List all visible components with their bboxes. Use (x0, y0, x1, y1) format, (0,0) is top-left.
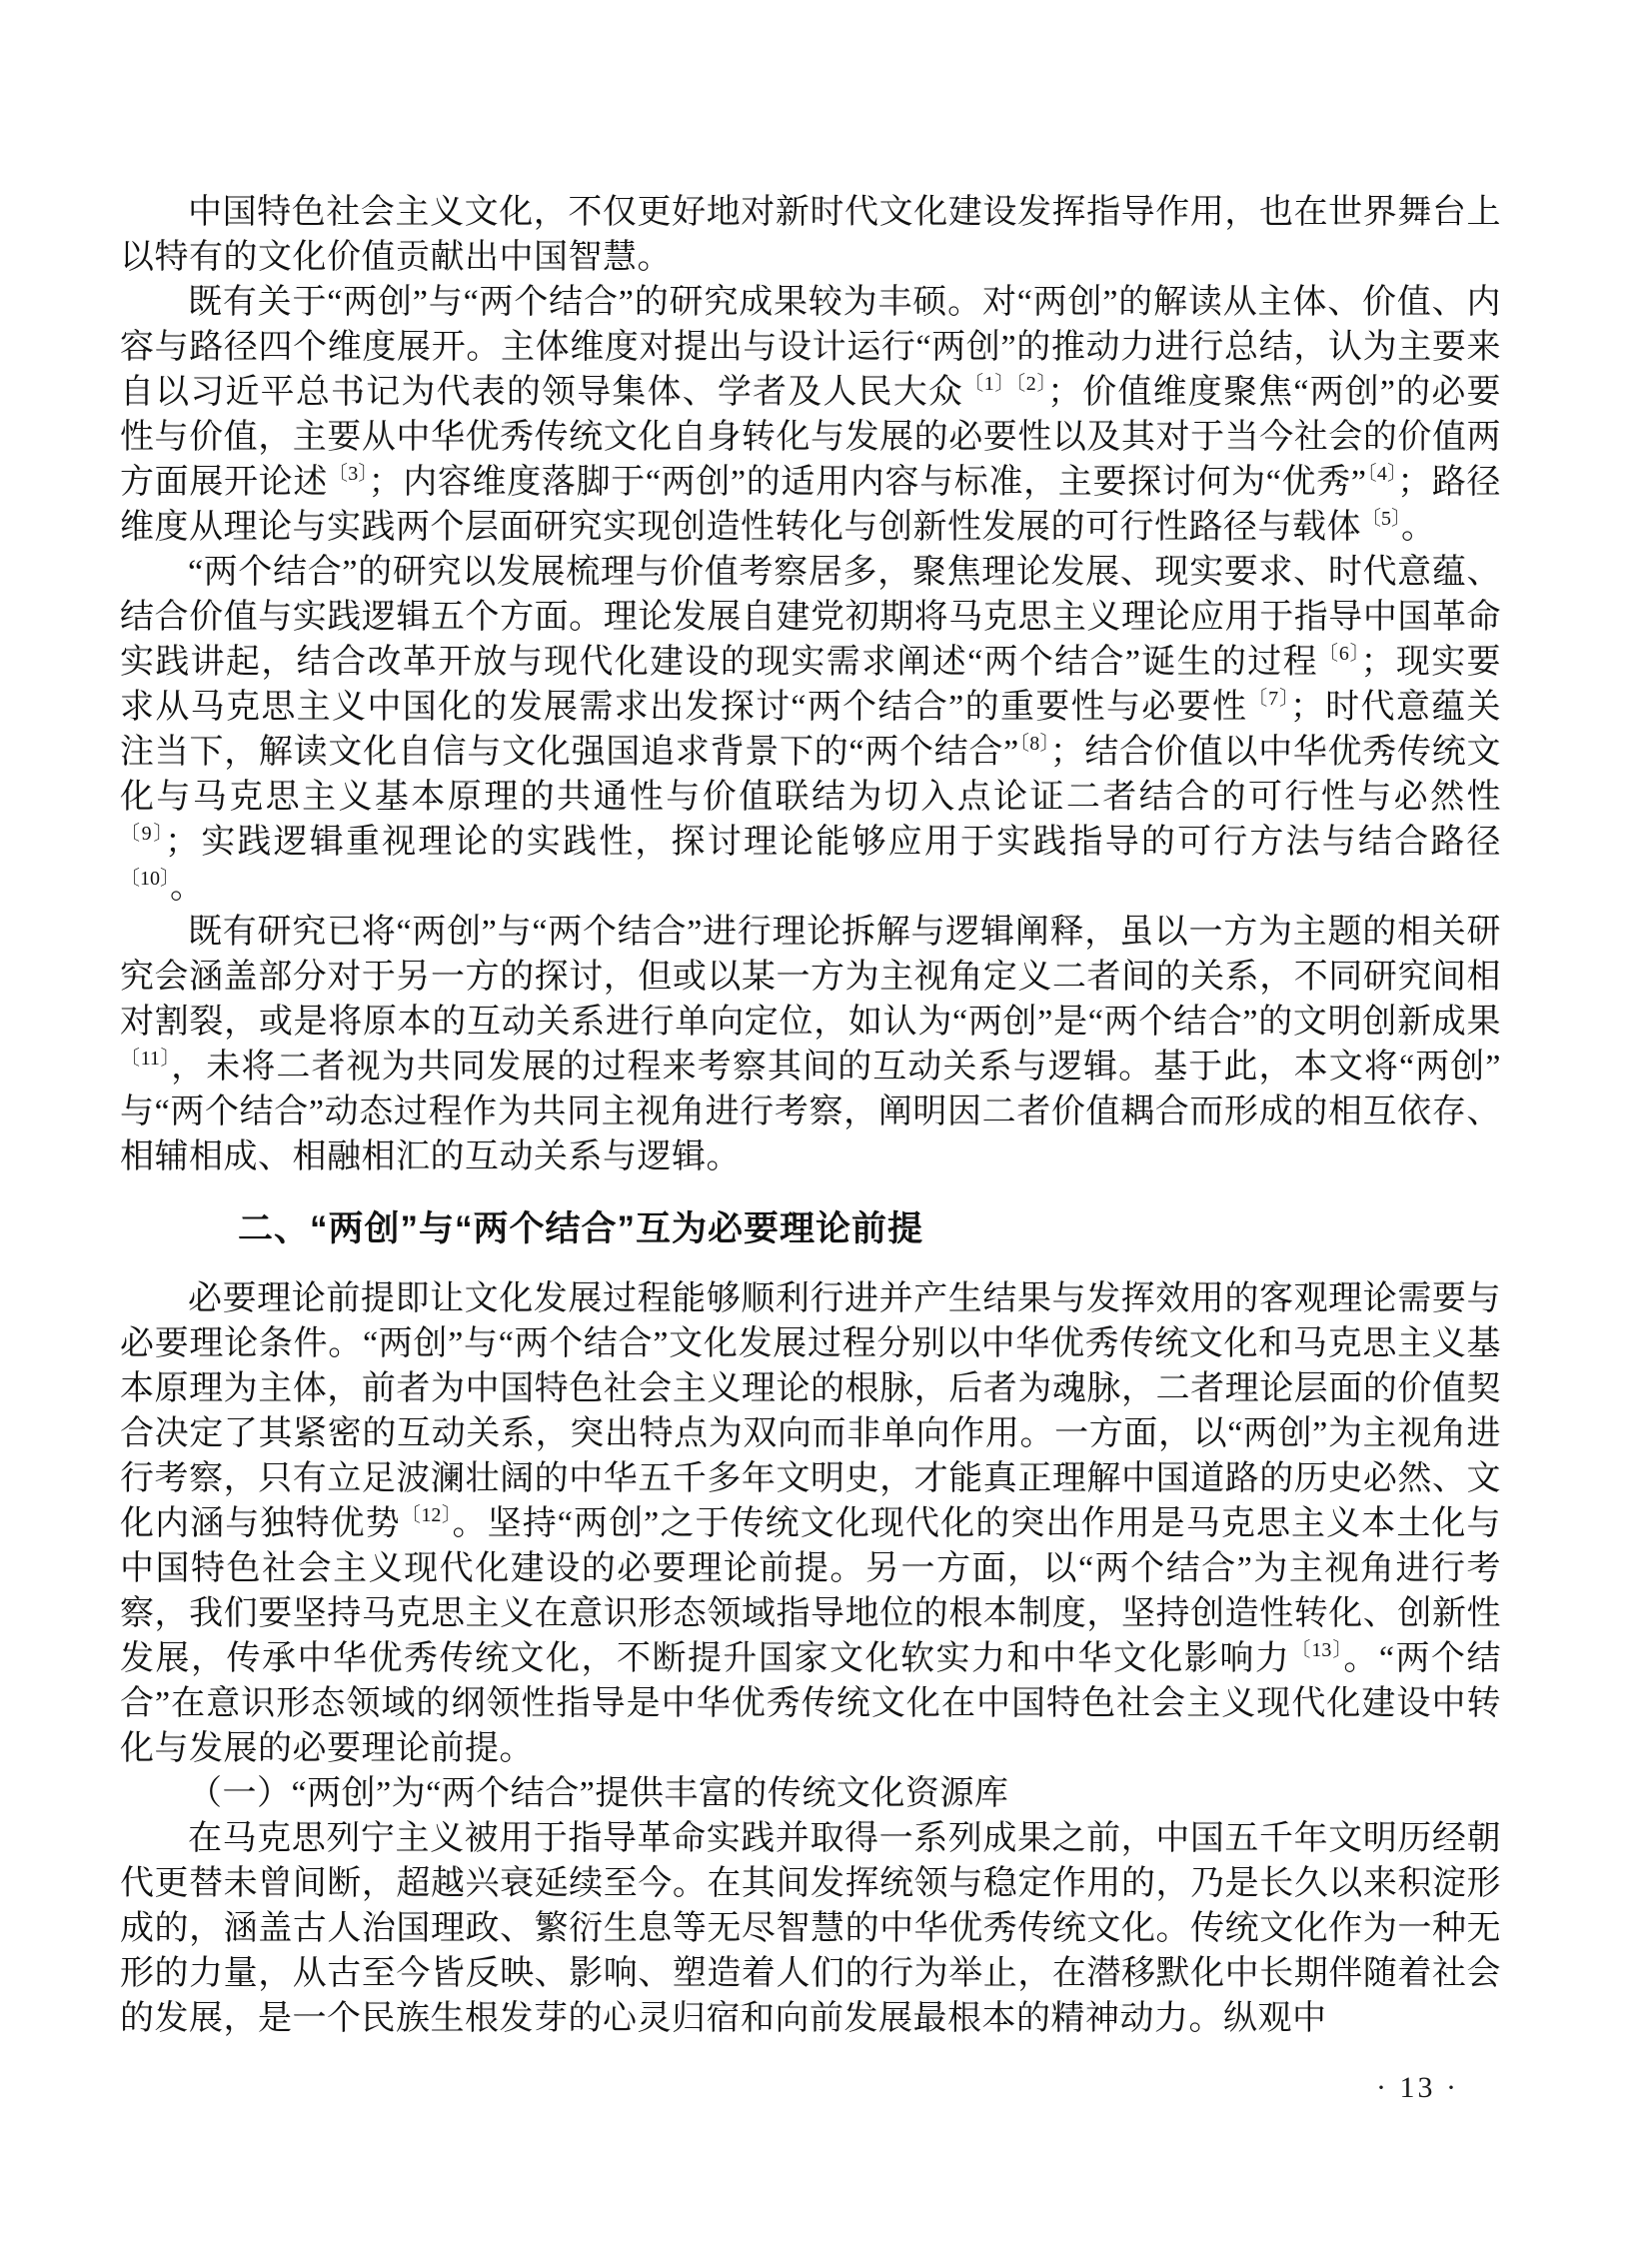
text-run: 。 (170, 869, 205, 906)
citation-ref: 〔12〕 (400, 1504, 453, 1526)
text-run: 。坚持“两创”之于传统文化现代化的突出作用是马克思主义本土化与中国特色社会主义现代化建设的必要理论前提。另一方面，以“两个结合”为主视角进行考察，我们要坚持马克思主义在意识形态领域指导地位的根本制度，坚持创造性转化、创新性发展，传承中华优秀传统文化，不断提升国家文化软实力和中华文化影响力 (120, 1505, 1502, 1677)
text-run: 。“两个结合”在意识形态领域的纲领性指导是中华优秀传统文化在中国特色社会主义现代化建设中转化与发展的必要理论前提。 (120, 1640, 1502, 1767)
text-run: “两个结合”的研究以发展梳理与价值考察居多，聚焦理论发展、现实要求、时代意蕴、结合价值与实践逻辑五个方面。理论发展自建党初期将马克思主义理论应用于指导中国革命实践讲起，结合改革开放与现代化建设的现实需求阐述“两个结合”诞生的过程 (120, 554, 1501, 681)
citation-ref: 〔4〕 (1366, 463, 1398, 485)
section-heading: 二、“两创”与“两个结合”互为必要理论前提 (238, 1209, 924, 1248)
citation-ref: 〔7〕 (1247, 688, 1290, 710)
paragraph (120, 910, 1501, 1179)
text-run: 既有关于“两创”与“两个结合”的研究成果较为丰硕。对“两创”的解读从主体、价值、内容与路径四个维度展开。主体维度对提出与设计运行“两创”的推动力进行总结，认为主要来自以习近平总书记为代表的领导集体、学者及人民大众 (120, 284, 1501, 411)
article-body (120, 190, 1501, 2041)
citation-ref: 〔9〕 (120, 823, 166, 845)
paragraph (120, 280, 1501, 550)
text-run: ；结合价值以中华优秀传统文化与马克思主义基本原理的共通性与价值联结为切入点论证二者结合的可行性与必然性 (120, 734, 1502, 816)
text-run: ；实践逻辑重视理论的实践性，探讨理论能够应用于实践指导的可行方法与结合路径 (165, 824, 1502, 861)
citation-ref: 〔6〕 (1317, 643, 1361, 665)
text-run: ；路径维度从理论与实践两个层面研究实现创造性转化与创新性发展的可行性路径与载体 (120, 464, 1502, 546)
text-run: ；现实要求从马克思主义中国化的发展需求出发探讨“两个结合”的重要性与必要性 (120, 644, 1502, 726)
citation-ref: 〔3〕 (328, 463, 369, 485)
citation-ref: 〔10〕 (120, 868, 170, 890)
text-run: ；时代意蕴关注当下，解读文化自信与文化强国追求背景下的“两个结合” (120, 689, 1501, 771)
citation-ref: 〔5〕 (1361, 508, 1401, 530)
text-run: ；价值维度聚焦“两创”的必要性与价值，主要从中华优秀传统文化自身转化与发展的必要性以及其对于当今社会的价值两方面展开论述 (120, 374, 1502, 501)
text-run: 既有研究已将“两创”与“两个结合”进行理论拆解与逻辑阐释，虽以一方为主题的相关研究会涵盖部分对于另一方的探讨，但或以某一方为主视角定义二者间的关系，不同研究间相对割裂，或是将原本的互动关系进行单向定位，如认为“两创”是“两个结合”的文明创新成果 (120, 914, 1501, 1041)
page-number: · 13 · (1376, 2071, 1459, 2104)
citation-ref: 〔8〕 (1018, 733, 1050, 755)
text-run: 在马克思列宁主义被用于指导革命实践并取得一系列成果之前，中国五千年文明历经朝代更替未曾间断，超越兴衰延续至今。在其间发挥统领与稳定作用的，乃是长久以来积淀形成的，涵盖古人治国理政、繁衍生息等无尽智慧的中华优秀传统文化。传统文化作为一种无形的力量，从古至今皆反映、影响、塑造着人们的行为举止，在潜移默化中长期伴随着社会的发展，是一个民族生根发芽的心灵归宿和向前发展最根本的精神动力。纵观中 (120, 1820, 1501, 2037)
paragraph (120, 1276, 1501, 1771)
text-run: 必要理论前提即让文化发展过程能够顺利行进并产生结果与发挥效用的客观理论需要与必要理论条件。“两创”与“两个结合”文化发展过程分别以中华优秀传统文化和马克思主义基本原理为主体，前者为中国特色社会主义理论的根脉，后者为魂脉，二者理论层面的价值契合决定了其紧密的互动关系，突出特点为双向而非单向作用。一方面，以“两创”为主视角进行考察，只有立足波澜壮阔的中华五千多年文明史，才能真正理解中国道路的历史必然、文化内涵与独特优势 (120, 1280, 1501, 1542)
citation-ref: 〔13〕 (1290, 1639, 1344, 1661)
citation-ref: 〔11〕 (120, 1048, 172, 1070)
paragraph (120, 190, 1501, 280)
text-run: ，未将二者视为共同发展的过程来考察其间的互动关系与逻辑。基于此，本文将“两创”与“两个结合”动态过程作为共同主视角进行考察，阐明因二者价值耦合而形成的相互依存、相辅相成、相融相汇的互动关系与逻辑。 (120, 1049, 1501, 1175)
text-run: ；内容维度落脚于“两创”的适用内容与标准，主要探讨何为“优秀” (368, 464, 1367, 501)
paragraph (120, 550, 1501, 910)
text-run: 。 (1401, 509, 1436, 546)
sub-heading: （一）“两创”为“两个结合”提供丰富的传统文化资源库 (188, 1775, 1009, 1812)
paragraph (120, 1816, 1501, 2041)
citation-ref: 〔1〕〔2〕 (963, 373, 1048, 395)
text-run: 中国特色社会主义文化，不仅更好地对新时代文化建设发挥指导作用，也在世界舞台上以特有的文化价值贡献出中国智慧。 (120, 194, 1501, 276)
